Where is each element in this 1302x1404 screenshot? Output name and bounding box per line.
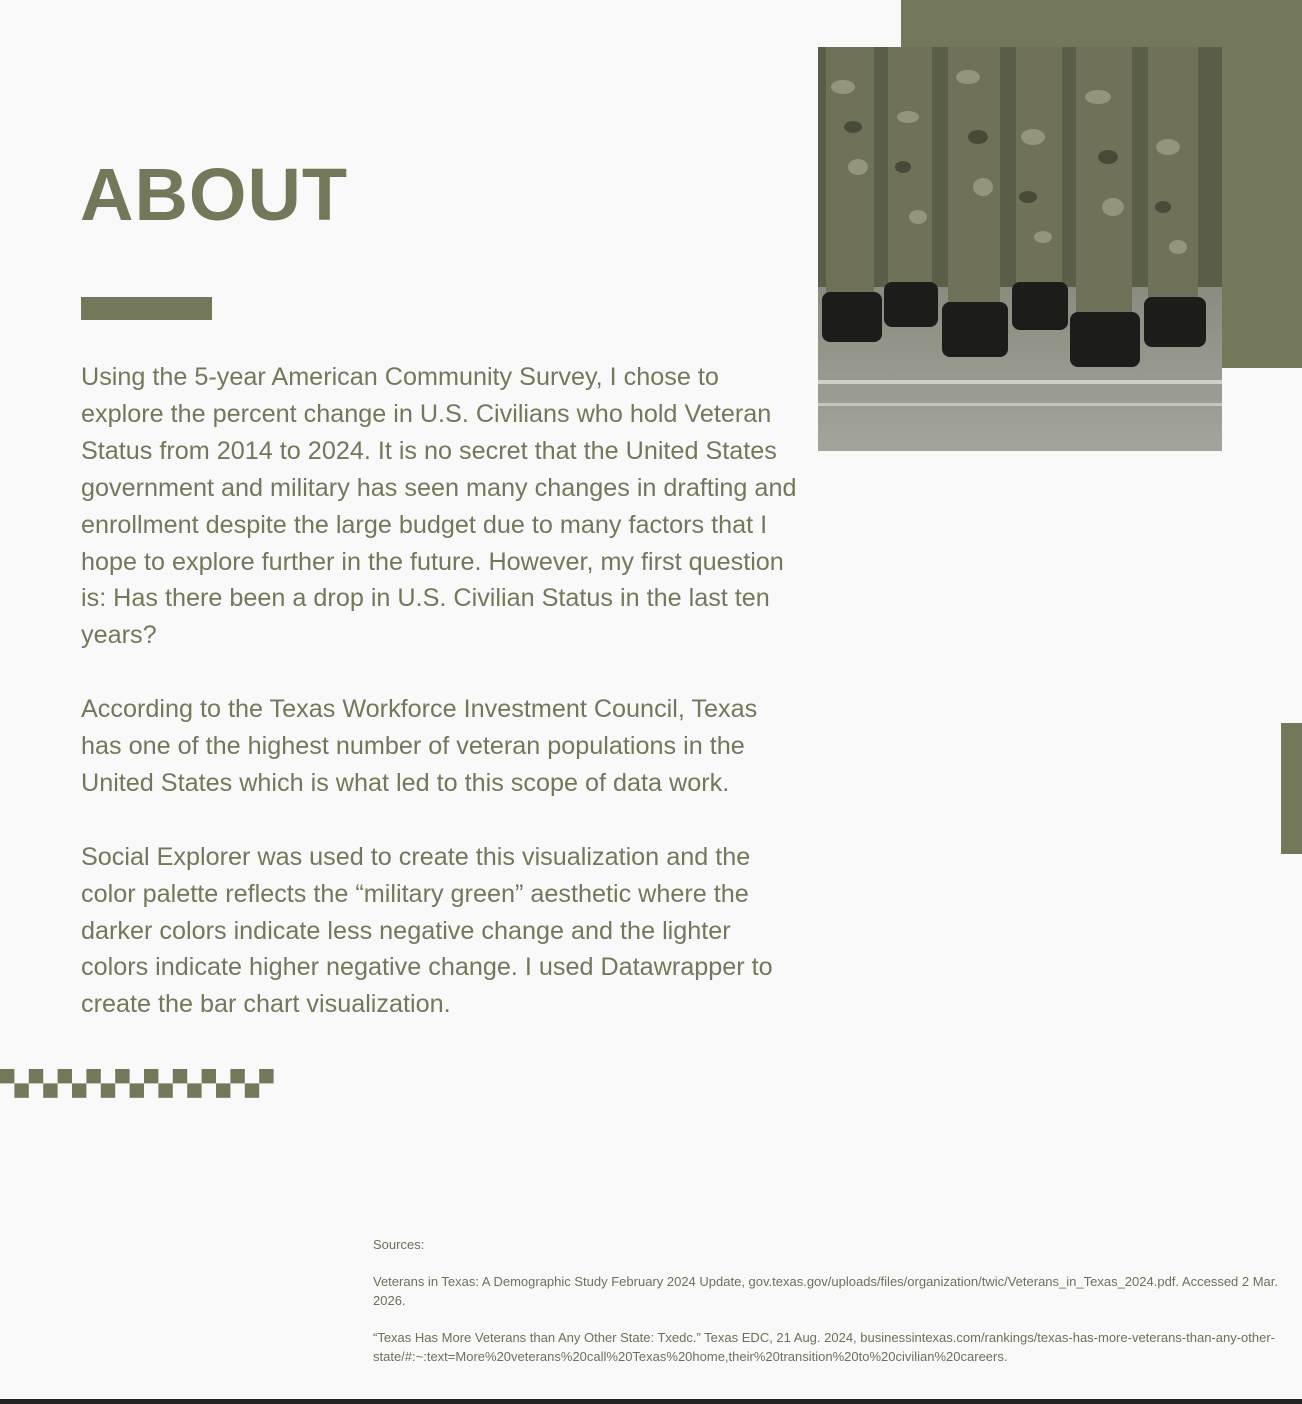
source-item: Veterans in Texas: A Demographic Study February 2024 Update, gov.texas.gov/uploads/files/organization/twic/Veterans_in_Texas_2024.pdf. Accessed 2 Mar. 2026.	[373, 1274, 1279, 1308]
about-body	[81, 359, 801, 1060]
about-paragraph-1: Using the 5-year American Community Survey, I chose to explore the percent change in U.S. Civilians who hold Veteran Status from 2014 to 2024. It is no secret that the United States government and military has seen many changes in drafting and enrollment despite the large budget due to many factors that I hope to explore further in the future. However, my first question is: Has there been a drop in U.S. Civilian Status in the last ten years?	[81, 363, 797, 650]
page-title: ABOUT	[80, 153, 349, 236]
checkerboard-pattern	[0, 1069, 276, 1098]
marching-soldiers-photo	[818, 47, 1222, 451]
bottom-rule	[0, 1399, 1302, 1404]
sources-section	[373, 1235, 1278, 1384]
accent-block-side	[1281, 723, 1302, 854]
sources-heading: Sources:	[373, 1237, 425, 1252]
about-paragraph-3: Social Explorer was used to create this visualization and the color palette reflects the “military green” aesthetic where the darker colors indicate less negative change and the lighter colors indicate higher negative change. I used Datawrapper to create the bar chart visualization.	[81, 842, 773, 1019]
source-item: “Texas Has More Veterans than Any Other State: Txedc.” Texas EDC, 21 Aug. 2024, businessintexas.com/rankings/texas-has-more-veterans-than-any-other-state/#:~:text=More%20veterans%20call%20Texas%20home,their%20transition%20to%20civilian%20careers.	[373, 1330, 1276, 1364]
title-underline-bar	[81, 297, 212, 320]
about-paragraph-2: According to the Texas Workforce Investment Council, Texas has one of the highest number of veteran populations in the United States which is what led to this scope of data work.	[81, 695, 758, 797]
